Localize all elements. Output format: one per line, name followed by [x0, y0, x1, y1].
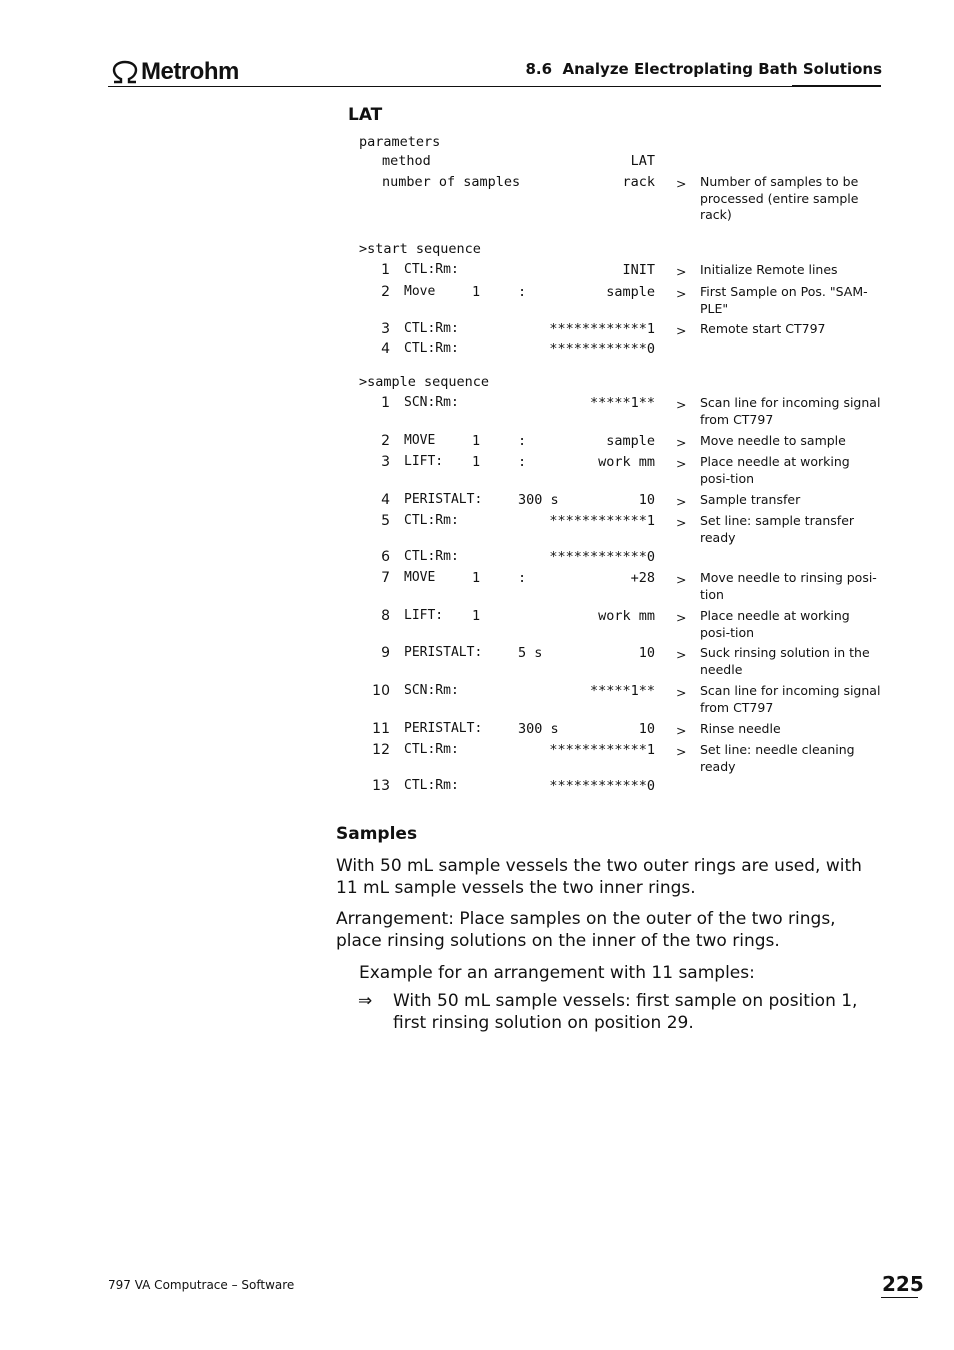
step-param: 1 [472, 433, 481, 449]
note-arrow: > [676, 610, 687, 625]
note-arrow: > [676, 323, 687, 338]
samples-paragraph-2: Arrangement: Place samples on the outer of the two rings, place rinsing solutions on the inner of the two rings. [336, 909, 836, 951]
note-arrow: > [676, 435, 687, 450]
step-command: LIFT: [404, 454, 444, 469]
step-value: ************0 [549, 341, 655, 357]
step-number: 13 [372, 778, 390, 794]
step-number: 12 [372, 742, 390, 758]
footer-text: 797 VA Computrace – Software [108, 1278, 295, 1292]
step-note: First Sample on Pos. "SAM-PLE" [700, 284, 868, 316]
note-arrow: > [676, 723, 687, 738]
page-number: 225 [882, 1272, 924, 1296]
step-command: CTL:Rm: [404, 513, 459, 528]
note-arrow: > [676, 744, 687, 759]
step-value: work mm [598, 608, 655, 624]
note-arrow: > [676, 264, 687, 279]
step-command: CTL:Rm: [404, 262, 459, 277]
note-arrow: > [676, 647, 687, 662]
step-separator: : [518, 570, 527, 586]
step-value: ************1 [549, 321, 655, 337]
logo-text: Metrohm [141, 58, 239, 85]
step-param: 1 [472, 454, 481, 470]
step-value: ************1 [549, 742, 655, 758]
logo [110, 58, 239, 86]
step-value: *****1** [589, 395, 655, 411]
step-number: 10 [372, 683, 390, 699]
step-separator: : [518, 454, 527, 470]
note-arrow: > [676, 572, 687, 587]
step-number: 11 [372, 721, 390, 737]
step-number: 2 [381, 433, 390, 449]
step-number: 5 [381, 513, 390, 529]
example-line: Example for an arrangement with 11 samples: [359, 963, 755, 983]
samples-label: number of samples [382, 174, 521, 190]
step-number: 3 [381, 321, 390, 337]
step-command: Move [404, 284, 436, 299]
samples-note: Number of samples to be processed (entire sample rack) [700, 174, 859, 222]
samples-paragraph-1: With 50 mL sample vessels the two outer rings are used, with 11 mL sample vessels the two inner rings. [336, 856, 862, 898]
step-number: 7 [381, 570, 390, 586]
step-note: Initialize Remote lines [700, 262, 838, 277]
step-value: sample [606, 284, 655, 300]
method-value: LAT [630, 153, 655, 169]
header-rule-thick [792, 85, 881, 87]
step-number: 1 [381, 395, 390, 411]
step-number: 6 [381, 549, 390, 565]
note-arrow: > [676, 494, 687, 509]
step-value: ************1 [549, 513, 655, 529]
step-command: SCN:Rm: [404, 395, 459, 410]
sample-sequence-heading: >sample sequence [359, 374, 490, 390]
header-rule [108, 86, 881, 87]
step-number: 3 [381, 454, 390, 470]
step-note: Move needle to sample [700, 433, 846, 448]
step-command: MOVE [404, 570, 436, 585]
parameters-label: parameters [359, 134, 441, 150]
step-note: Place needle at working posi-tion [700, 454, 850, 486]
step-command: CTL:Rm: [404, 742, 459, 757]
step-command: SCN:Rm: [404, 683, 459, 698]
step-separator: : [518, 433, 527, 449]
implies-arrow-icon: ⇒ [358, 991, 373, 1011]
step-number: 4 [381, 341, 390, 357]
note-arrow: > [676, 515, 687, 530]
note-arrow: > [676, 456, 687, 471]
step-note: Remote start CT797 [700, 321, 826, 336]
step-note: Scan line for incoming signal from CT797 [700, 395, 881, 427]
step-value: 10 [638, 721, 655, 737]
step-number: 1 [381, 262, 390, 278]
step-number: 4 [381, 492, 390, 508]
step-param: 300 s [518, 492, 559, 508]
note-arrow: > [676, 397, 687, 412]
omega-logo-icon [110, 60, 140, 84]
step-param: 1 [472, 570, 481, 586]
step-command: CTL:Rm: [404, 549, 459, 564]
step-value: ************0 [549, 549, 655, 565]
step-value: work mm [598, 454, 655, 470]
step-param: 5 s [518, 645, 543, 661]
step-value: INIT [622, 262, 655, 278]
step-command: CTL:Rm: [404, 321, 459, 336]
step-value: sample [606, 433, 655, 449]
step-command: LIFT: [404, 608, 444, 623]
step-note: Set line: needle cleaning ready [700, 742, 855, 774]
step-param: 300 s [518, 721, 559, 737]
step-number: 9 [381, 645, 390, 661]
step-note: Move needle to rinsing posi-tion [700, 570, 877, 602]
section-title: 8.6 Analyze Electroplating Bath Solutions [525, 60, 882, 78]
step-command: PERISTALT: [404, 645, 483, 660]
step-command: PERISTALT: [404, 492, 483, 507]
step-value: 10 [638, 492, 655, 508]
step-param: 1 [472, 284, 481, 300]
step-separator: : [518, 284, 527, 300]
step-value: ************0 [549, 778, 655, 794]
step-note: Sample transfer [700, 492, 801, 507]
step-command: MOVE [404, 433, 436, 448]
step-number: 2 [381, 284, 390, 300]
step-command: PERISTALT: [404, 721, 483, 736]
note-arrow: > [676, 286, 687, 301]
method-label: method [382, 153, 431, 169]
step-note: Place needle at working posi-tion [700, 608, 850, 640]
page-number-rule [881, 1297, 918, 1298]
step-command: CTL:Rm: [404, 341, 459, 356]
step-note: Set line: sample transfer ready [700, 513, 855, 545]
step-note: Suck rinsing solution in the needle [700, 645, 870, 677]
lat-heading: LAT [348, 105, 383, 125]
step-number: 8 [381, 608, 390, 624]
step-value: *****1** [589, 683, 655, 699]
example-bullet: With 50 mL sample vessels: first sample on position 1, first rinsing solution on position 29. [393, 991, 874, 1033]
step-param: 1 [472, 608, 481, 624]
start-sequence-heading: >start sequence [359, 241, 481, 257]
note-arrow: > [676, 685, 687, 700]
step-command: CTL:Rm: [404, 778, 459, 793]
samples-heading: Samples [336, 824, 418, 844]
step-value: 10 [638, 645, 655, 661]
step-note: Scan line for incoming signal from CT797 [700, 683, 881, 715]
step-value: +28 [630, 570, 655, 586]
step-note: Rinse needle [700, 721, 781, 736]
samples-value: rack [622, 174, 655, 190]
note-arrow: > [676, 176, 687, 191]
